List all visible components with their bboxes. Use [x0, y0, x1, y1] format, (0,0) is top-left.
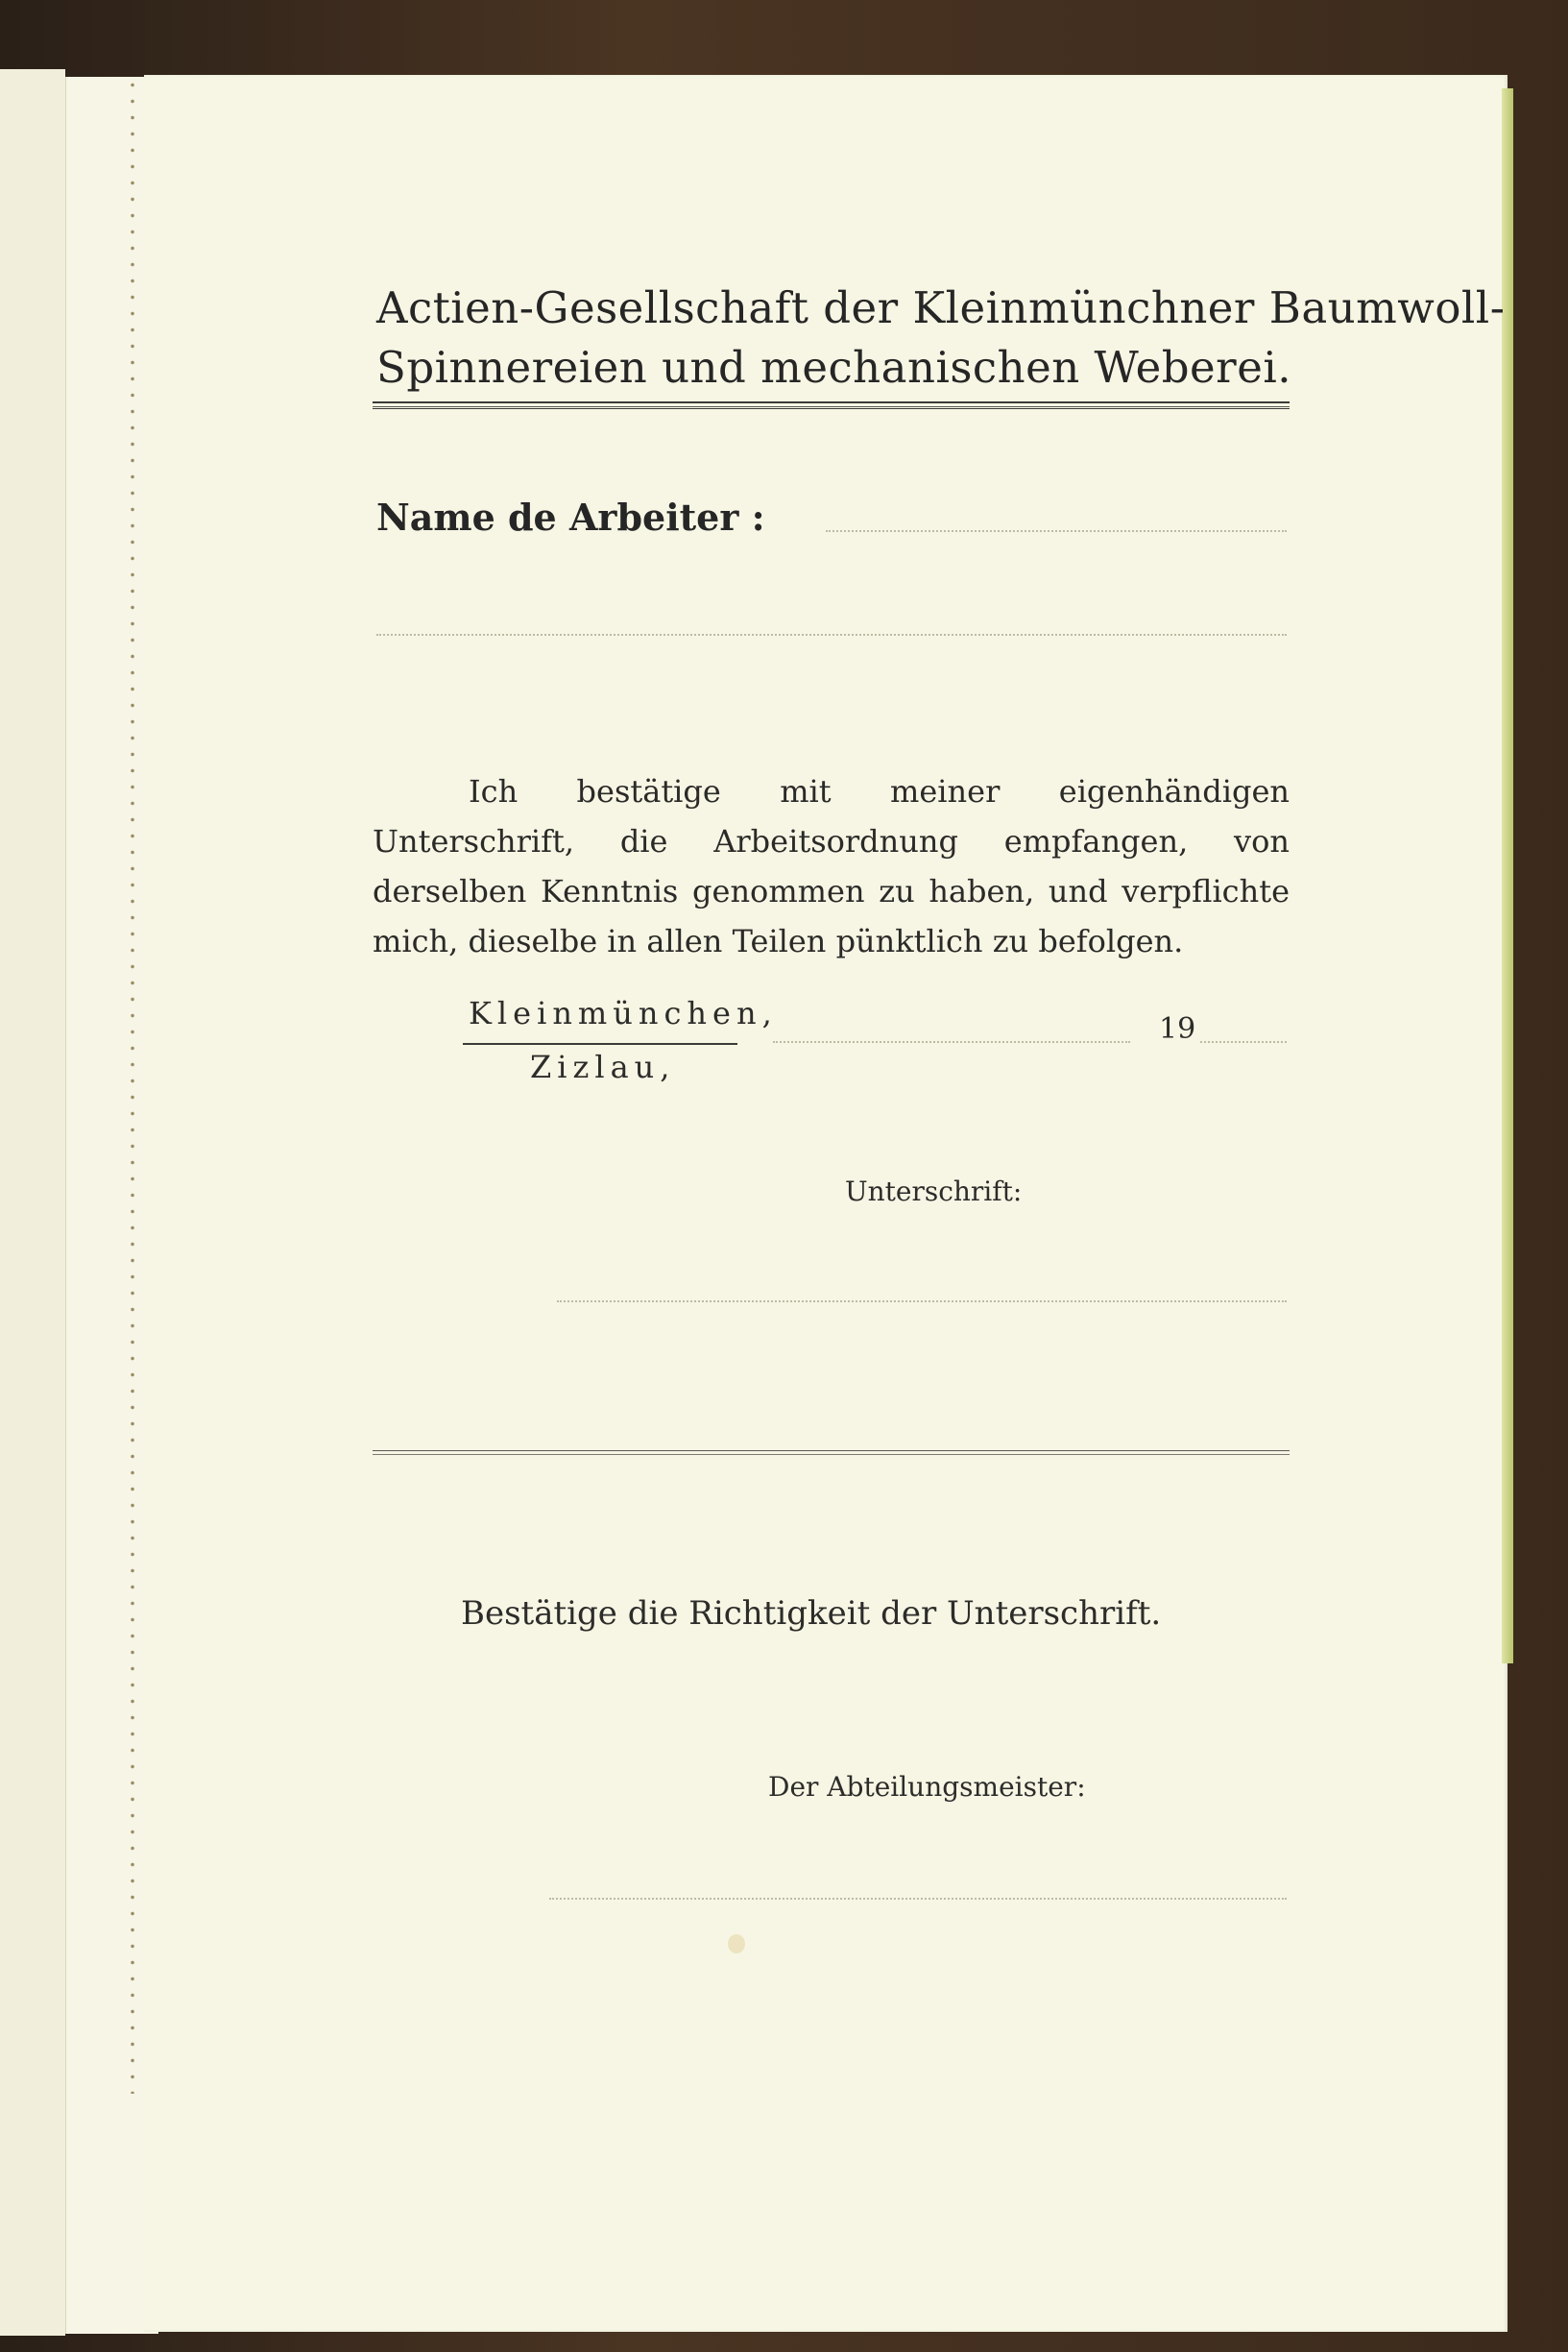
- place-option-kleinmuenchen: Kleinmünchen,: [469, 995, 778, 1031]
- title-double-rule: [373, 401, 1290, 407]
- department-master-label: Der Abteilungsmeister:: [768, 1771, 1086, 1803]
- title-double-rule-lower: [373, 408, 1290, 412]
- department-master-signature-field[interactable]: [549, 1898, 1287, 1900]
- worker-name-row: [376, 496, 1289, 553]
- section-divider-rule: [373, 1450, 1290, 1455]
- company-title-line-1: Actien-Gesellschaft der Kleinmünchner Baumwoll-: [376, 282, 1506, 333]
- worker-name-field[interactable]: [826, 530, 1287, 532]
- paper-stain: [728, 1934, 745, 1953]
- year-prefix: 19: [1159, 1012, 1196, 1046]
- signature-label: Unterschrift:: [845, 1176, 1023, 1207]
- place-divider-rule: [463, 1043, 737, 1045]
- worker-name-field-line-2[interactable]: [376, 634, 1287, 636]
- company-title-line-2: Spinnereien und mechanischen Weberei.: [376, 342, 1292, 393]
- date-field[interactable]: [773, 1041, 1130, 1043]
- signature-field[interactable]: [557, 1300, 1287, 1302]
- confirmation-statement: Bestätige die Richtigkeit der Unterschrift.: [461, 1594, 1162, 1633]
- worker-name-label: Name de Arbeiter :: [376, 496, 765, 539]
- company-title: [376, 279, 1506, 398]
- confirmation-paragraph: Ich bestätige mit meiner eigenhändigen Unterschrift, die Arbeitsordnung empfangen, von derselben Kenntnis genommen zu haben, und verpflichte mich, dieselbe in allen Teilen pünktlich zu befolgen.: [373, 773, 1290, 959]
- place-option-zizlau: Zizlau,: [530, 1049, 676, 1085]
- year-field[interactable]: [1200, 1041, 1287, 1043]
